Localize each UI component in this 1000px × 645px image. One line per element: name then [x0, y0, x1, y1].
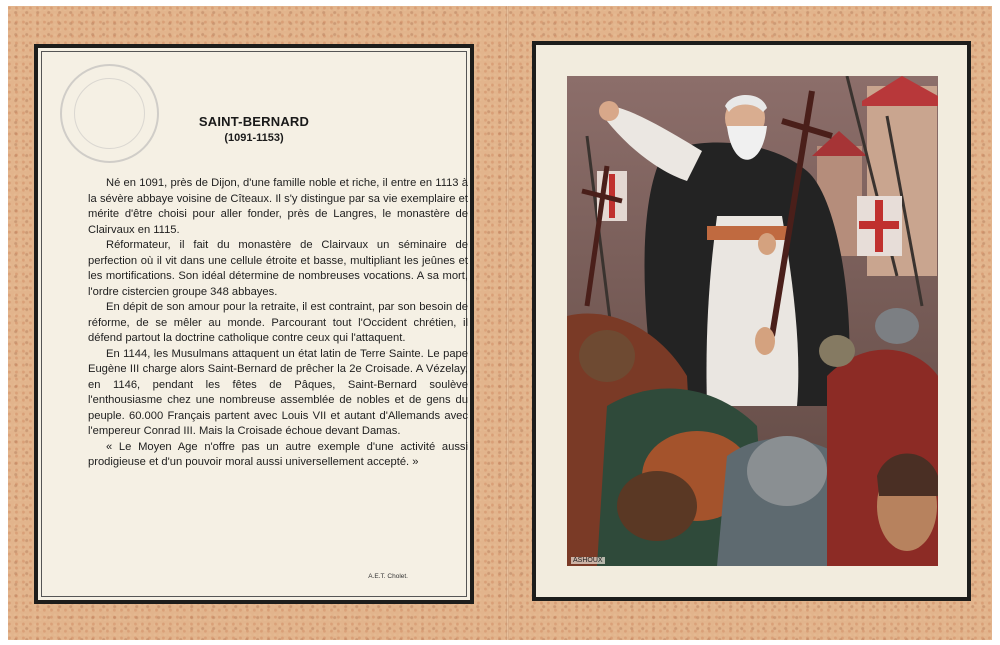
paragraph-birth: Né en 1091, près de Dijon, d'une famille noble et riche, il entre en 1113 à la sévère abbaye voisine de Cîteaux. Il s'y distingue par sa vie exemplaire et mérite d'être choisi pour aller fonder, près de Langres, le monastère de Clairvaux en 1115. [88, 177, 468, 236]
text-panel [34, 44, 474, 604]
paragraph-doctrine: En dépit de son amour pour la retraite, il est contraint, par son besoin de réforme, de se mêler au monde. Parcourant tout l'Occident chrétien, il défend partout la doctrine catholique contre ceux qui l'attaquent. [88, 301, 468, 344]
page-title: SAINT-BERNARD [198, 114, 310, 129]
artist-signature: ASHOUX [573, 557, 603, 564]
printer-credit: A.E.T. Cholet. [368, 573, 408, 580]
center-fold [506, 6, 509, 640]
paragraph-reformer: Réformateur, il fait du monastère de Clairvaux un séminaire de perfection où il vit dans une cellule étroite et basse, multipliant les jeûnes et les mortifications. Son idéal détermine de nombreuses vocations. A sa mort, l'ordre cistercien groupe 348 abbayes. [88, 239, 468, 298]
illustration-panel [532, 41, 971, 601]
biography-text [88, 176, 468, 471]
paragraph-crusade: En 1144, les Musulmans attaquent un état latin de Terre Sainte. Le pape Eugène III charge alors Saint-Bernard de prêcher la 2e Croisade. A Vézelay, en 1146, pendant les fêtes de Pâques, Saint-Bernard soulève l'enthousiasme chez une nombreuse assemblée de nobles et de gens du peuple. 60.000 Français partent avec Louis VII et autant d'Allemands avec l'empereur Conrad III. Mais la Croisade échoue devant Damas. [88, 347, 468, 437]
paragraph-quote: « Le Moyen Age n'offre pas un autre exemple d'une activité aussi prodigieuse et d'un pouvoir moral aussi universellement accepté. » [88, 440, 468, 468]
life-dates: (1091-1153) [224, 132, 284, 144]
saint-bernard-preaching-illustration [567, 76, 938, 566]
illustration-drawing [567, 76, 938, 566]
